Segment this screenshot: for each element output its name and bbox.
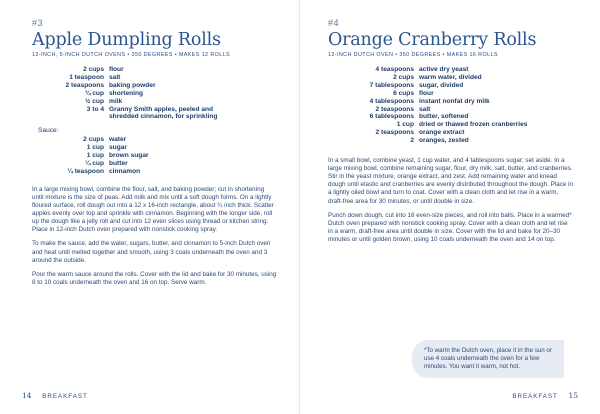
ingredient-name: sugar [109, 144, 127, 152]
recipe-meta: 12-INCH DUTCH OVEN • 350 DEGREES • MAKES 16 ROLLS [328, 52, 498, 58]
ingredient-qty: ½ cup [84, 97, 104, 105]
section-name: BREAKFAST [512, 393, 558, 400]
recipe-title: Orange Cranberry Rolls [328, 30, 537, 50]
ingredient-qty: 6 tablespoons [369, 113, 414, 121]
ingredient-list [328, 66, 527, 145]
ingredient-row [50, 98, 219, 106]
ingredient-name: salt [419, 105, 431, 113]
ingredient-row [328, 90, 527, 98]
ingredient-name: brown sugar [109, 152, 149, 160]
sauce-ingredient-list [50, 136, 149, 176]
ingredient-name: butter, softened [419, 113, 469, 121]
ingredient-qty: 2 cups [393, 73, 414, 81]
ingredient-row [50, 168, 149, 176]
ingredient-qty: ¼ teaspoon [67, 167, 104, 175]
ingredient-name: active dry yeast [419, 66, 469, 73]
ingredient-name: flour [419, 89, 434, 97]
ingredient-row [328, 137, 527, 145]
ingredient-name: instant nonfat dry milk [419, 97, 490, 105]
ingredient-qty: 3 to 4 [86, 105, 104, 113]
ingredient-row [50, 144, 149, 152]
ingredient-name: sugar, divided [419, 81, 464, 89]
ingredient-row [50, 106, 219, 122]
recipe-meta: 12-INCH, 5-INCH DUTCH OVENS • 350 DEGREES • MAKES 12 ROLLS [32, 52, 231, 58]
ingredient-row [328, 106, 527, 114]
ingredient-qty: 4 tablespoons [369, 97, 414, 105]
ingredient-qty: 1 cup [86, 152, 104, 160]
instruction-paragraph: Pour the warm sauce around the rolls. Cover with the lid and bake for 30 minutes, using 8 to 10 coals underneath the oven and 16 on top. Serve warm. [32, 270, 277, 286]
ingredient-row [328, 66, 527, 74]
tip-callout: *To warm the Dutch oven, place it in the sun or use 4 coals underneath the oven for a few minutes. You want it warm, not hot. [412, 340, 564, 378]
ingredient-name: dried or thawed frozen cranberries [419, 121, 528, 129]
ingredient-name: orange extract [419, 129, 465, 137]
recipe-number: #3 [32, 18, 44, 28]
ingredient-qty: 1 teaspoon [69, 73, 104, 81]
recipe-title: Apple Dumpling Rolls [32, 30, 221, 50]
ingredient-qty: 2 teaspoons [375, 129, 414, 137]
ingredient-qty: 7 tablespoons [369, 81, 414, 89]
ingredient-qty: 2 teaspoons [375, 105, 414, 113]
ingredient-row [328, 74, 527, 82]
ingredient-qty: ¾ cup [84, 89, 104, 97]
ingredient-name: water [109, 136, 127, 144]
ingredient-row [50, 82, 219, 90]
ingredient-name: warm water, divided [419, 73, 482, 81]
ingredient-qty: 2 cups [83, 66, 104, 73]
recipe-number: #4 [328, 18, 340, 28]
ingredient-qty: 2 cups [83, 136, 104, 144]
ingredient-name: oranges, zested [419, 137, 469, 145]
right-page [300, 0, 600, 414]
ingredient-name: Granny Smith apples, peeled and shredded cinnamon, for sprinkling [109, 105, 218, 121]
ingredient-row [328, 121, 527, 129]
ingredient-row [50, 90, 219, 98]
ingredient-name: butter [109, 160, 128, 168]
ingredient-row [50, 152, 149, 160]
page-footer [22, 391, 88, 400]
ingredient-qty: 2 [410, 137, 414, 145]
instruction-paragraph: Punch down dough, cut into 16 even-size pieces, and roll into balls. Place in a warmed* Dutch oven prepared with nonstick cooking spray. Cover with a clean cloth and let rise in a warm, draft-free area until double in size. Cover with the lid and bake for 20–30 minutes or until golden brown, using 10 coals underneath the oven and 14 on top. [328, 211, 572, 243]
ingredient-list [50, 66, 219, 121]
ingredient-name: cinnamon [109, 167, 141, 175]
instruction-paragraph: To make the sauce, add the water, sugars, butter, and cinnamon to 5-inch Dutch oven and heat until melted together and smooth, using 3 coals underneath the oven and 3 around the outside. [32, 240, 271, 264]
ingredient-row [50, 66, 219, 74]
section-name: BREAKFAST [42, 393, 88, 400]
ingredient-row [50, 160, 149, 168]
sauce-label: Sauce: [38, 127, 59, 135]
ingredient-row [328, 129, 527, 137]
ingredient-qty: 1 cup [86, 144, 104, 152]
ingredient-qty: ¼ cup [84, 160, 104, 168]
ingredient-qty: 1 cup [396, 121, 414, 129]
page-number: 15 [568, 391, 578, 400]
instruction-paragraph: In a large mixing bowl, combine the flour, salt, and baking powder; cut in shortening until mixture is the size of peas. Add milk and mix until a soft dough forms. On a lightly floured surface, roll dough out into a 12 x 16-inch rectangle, about ¼ inch thick. Scatter apples evenly over top and sprinkle with cinnamon. Beginning with the longer side, roll up the dough like a jelly roll and cut into 12 even slices using thread or kitchen string. Place in 12-inch Dutch oven prepared with nonstick cooking spray. [32, 185, 274, 234]
ingredient-name: milk [109, 97, 123, 105]
ingredient-row [328, 113, 527, 121]
page-number: 14 [22, 391, 32, 400]
ingredient-qty: 6 cups [393, 89, 414, 97]
ingredient-name: salt [109, 73, 121, 81]
ingredient-name: baking powder [109, 81, 156, 89]
ingredient-qty: 2 teaspoons [65, 81, 104, 89]
ingredient-name: flour [109, 66, 124, 73]
ingredient-row [50, 74, 219, 82]
ingredient-row [50, 136, 149, 144]
ingredient-name: shortening [109, 89, 144, 97]
ingredient-row [328, 98, 527, 106]
page-footer [512, 391, 578, 400]
ingredient-row [328, 82, 527, 90]
instruction-paragraph: In a small bowl, combine yeast, 1 cup water, and 4 tablespoons sugar; set aside. In a large mixing bowl, combine remaining sugar, flour, dry milk, salt, butter, and cranberries. Stir in the yeast mixture, orange extract, and zest. Add remaining water and knead dough until elastic and cranberries are evenly distributed throughout the dough. Place in a lightly oiled bowl and turn to coat. Cover with a clean cloth and let rise in a warm, draft-free area for 30 minutes, or until double in size. [328, 157, 574, 205]
ingredient-qty: 4 teaspoons [375, 66, 414, 73]
